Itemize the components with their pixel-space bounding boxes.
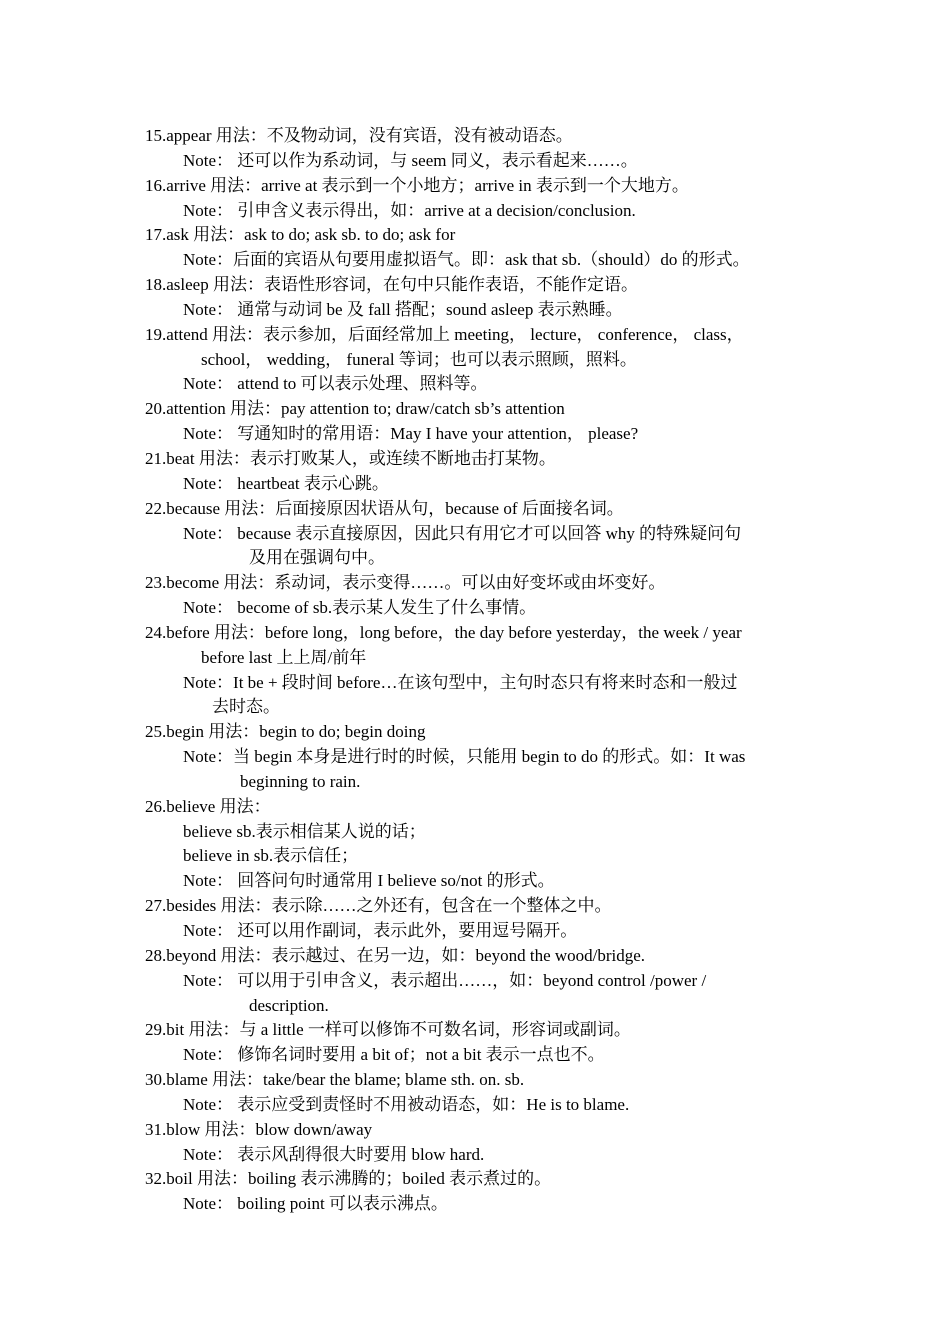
entry-line: 29.bit 用法：与 a little 一样可以修饰不可数名词，形容词或副词。	[145, 1020, 631, 1040]
note-line: believe in sb.表示信任；	[183, 846, 359, 866]
note-line: Note： 表示风刮得很大时要用 blow hard.	[183, 1144, 485, 1164]
note-line: Note：后面的宾语从句要用虚拟语气。即：ask that sb.（should）do 的形式。	[183, 250, 750, 270]
continuation-line: 及用在强调句中。	[249, 548, 385, 568]
entry-line: 21.beat 用法：表示打败某人，或连续不断地击打某物。	[145, 448, 556, 468]
note-line: Note： become of sb.表示某人发生了什么事情。	[183, 598, 537, 618]
note-line: Note： 表示应受到责怪时不用被动语态，如：He is to blame.	[183, 1094, 630, 1114]
continuation-line: before last 上上周/前年	[201, 647, 367, 667]
entry-line: 25.begin 用法：begin to do; begin doing	[145, 722, 426, 742]
entry-line: 27.besides 用法：表示除……之外还有，包含在一个整体之中。	[145, 896, 612, 916]
continuation-line: 去时态。	[212, 697, 280, 717]
entry-line: 32.boil 用法：boiling 表示沸腾的；boiled 表示煮过的。	[145, 1169, 552, 1189]
note-line: Note： heartbeat 表示心跳。	[183, 473, 389, 493]
entry-line: 15.appear 用法：不及物动词，没有宾语，没有被动语态。	[145, 126, 573, 145]
note-line: Note： 引申含义表示得出，如：arrive at a decision/conclusion.	[183, 200, 636, 220]
entry-line: 19.attend 用法：表示参加，后面经常加上 meeting， lecture， conference， class，	[145, 324, 744, 344]
entry-line: 18.asleep 用法：表语性形容词，在句中只能作表语，不能作定语。	[145, 275, 638, 295]
continuation-line: school， wedding， funeral 等词；也可以表示照顾，照料。	[201, 349, 637, 369]
note-line: Note： 还可以作为系动词，与 seem 同义，表示看起来……。	[183, 150, 638, 170]
entry-line: 20.attention 用法：pay attention to; draw/catch sb’s attention	[145, 399, 565, 419]
entry-line: 30.blame 用法：take/bear the blame; blame sth. on. sb.	[145, 1070, 525, 1090]
entry-line: 31.blow 用法：blow down/away	[145, 1119, 373, 1139]
note-line: Note： 写通知时的常用语：May I have your attention， please?	[183, 424, 639, 444]
note-line: Note： 还可以用作副词，表示此外，要用逗号隔开。	[183, 921, 578, 940]
entry-line: 17.ask 用法：ask to do; ask sb. to do; ask for	[145, 225, 456, 245]
document-page	[0, 124, 950, 1217]
note-line: Note： 可以用于引申含义，表示超出……，如：beyond control /power /	[183, 970, 707, 990]
note-line: Note： 回答问句时通常用 I believe so/not 的形式。	[183, 871, 555, 891]
note-line: Note： 通常与动词 be 及 fall 搭配；sound asleep 表示熟睡。	[183, 299, 623, 319]
entry-line: 16.arrive 用法：arrive at 表示到一个小地方；arrive in 表示到一个大地方。	[145, 175, 689, 195]
entry-line: 28.beyond 用法：表示越过、在另一边，如：beyond the wood/bridge.	[145, 945, 646, 965]
continuation-line: description.	[249, 995, 329, 1015]
entry-line: 23.become 用法：系动词，表示变得……。可以由好变坏或由坏变好。	[145, 573, 666, 593]
note-line: Note： boiling point 可以表示沸点。	[183, 1194, 448, 1214]
note-line: believe sb.表示相信某人说的话；	[183, 821, 426, 841]
entry-line: 26.believe 用法：	[145, 796, 271, 816]
note-line: Note：当 begin 本身是进行时的时候，只能用 begin to do 的形式。如：It was	[183, 747, 746, 767]
entry-line: 22.because 用法：后面接原因状语从句，because of 后面接名词。	[145, 498, 624, 518]
note-line: Note：It be + 段时间 before…在该句型中，主句时态只有将来时态和一般过	[183, 672, 738, 692]
continuation-line: beginning to rain.	[240, 771, 361, 791]
entry-line: 24.before 用法：before long，long before，the day before yesterday，the week / year	[145, 622, 742, 642]
note-line: Note： attend to 可以表示处理、照料等。	[183, 374, 488, 394]
note-line: Note： 修饰名词时要用 a bit of；not a bit 表示一点也不。	[183, 1045, 605, 1065]
note-line: Note： because 表示直接原因，因此只有用它才可以回答 why 的特殊疑问句	[183, 523, 742, 543]
